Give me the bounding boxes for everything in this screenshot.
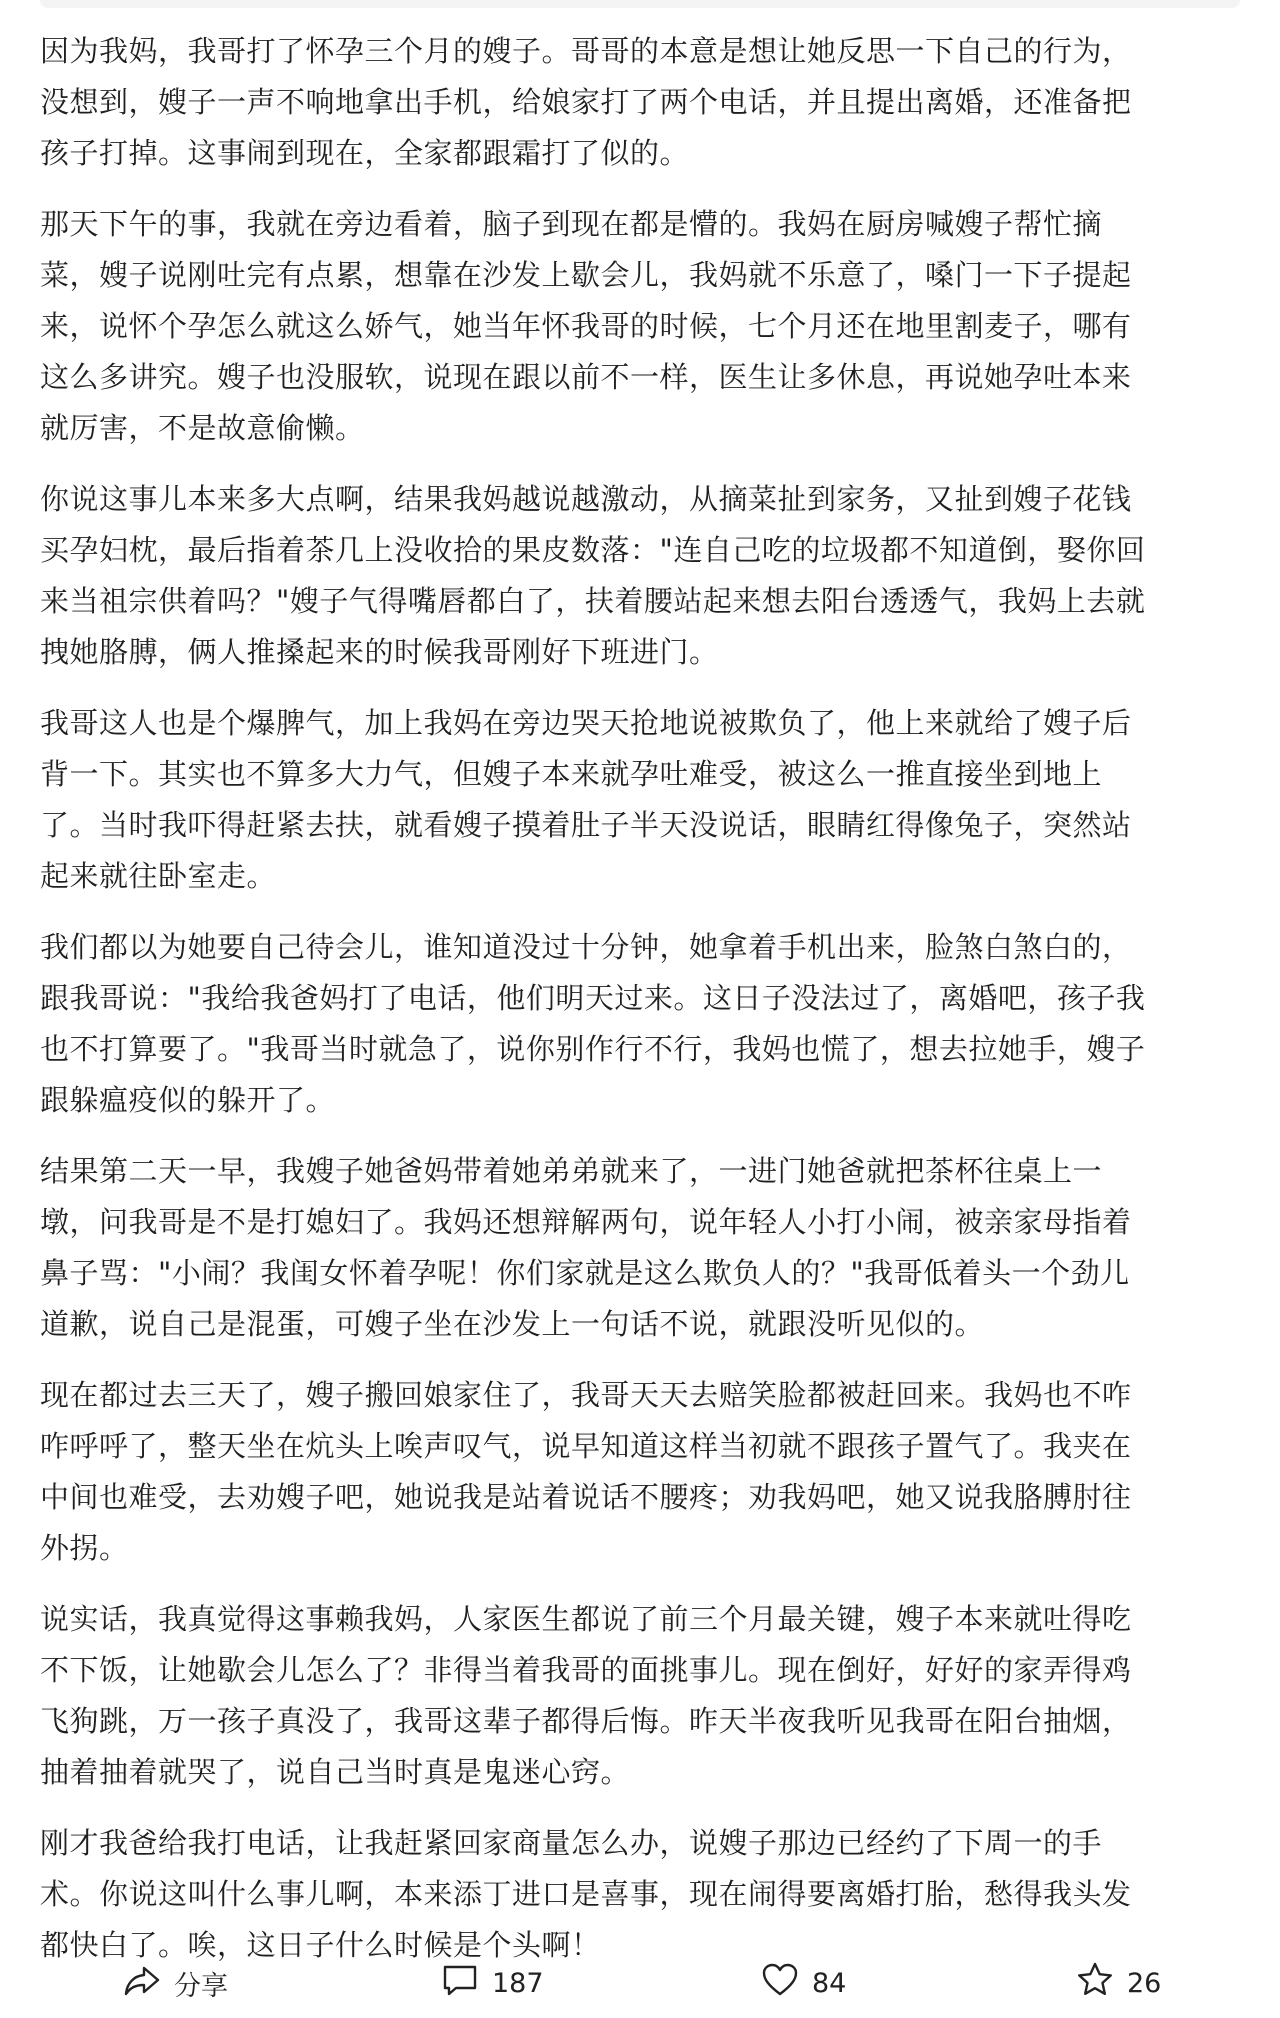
share-button[interactable] bbox=[122, 1955, 228, 2011]
comment-icon bbox=[440, 1960, 480, 2007]
post-paragraph-2: 那天下午的事，我就在旁边看着，脑子到现在都是懵的。我妈在厨房喊嫂子帮忙摘 菜，嫂子说刚吐完有点累，想靠在沙发上歇会儿，我妈就不乐意了，嗓门一下子提起 来，说怀个孕怎么就这么娇气，她当年怀我哥的时候，七个月还在地里割麦子，哪有 这么多讲究。嫂子也没服软，说现在跟以前不一样，医生让多休息，再说她孕吐本来 就厉害，不是故意偷懒。 bbox=[40, 207, 1132, 445]
post-paragraph-6: 结果第二天一早，我嫂子她爸妈带着她弟弟就来了，一进门她爸就把茶杯往桌上一 墩，问我哥是不是打媳妇了。我妈还想辩解两句，说年轻人小打小闹，被亲家母指着 鼻子骂："小闹？我闺女怀着孕呢！你们家就是这么欺负人的？"我哥低着头一个劲儿 道歉，说自己是混蛋，可嫂子坐在沙发上一句话不说，就跟没听见似的。 bbox=[40, 1154, 1132, 1341]
like-button[interactable] bbox=[760, 1955, 846, 2011]
post-content bbox=[40, 26, 1240, 1991]
favorite-count: 26 bbox=[1127, 1967, 1162, 1999]
post-paragraph-1: 因为我妈，我哥打了怀孕三个月的嫂子。哥哥的本意是想让她反思一下自己的行为， 没想到，嫂子一声不响地拿出手机，给娘家打了两个电话，并且提出离婚，还准备把 孩子打掉。这事闹到现在，全家都跟霜打了似的。 bbox=[40, 34, 1132, 170]
star-icon bbox=[1075, 1960, 1115, 2007]
comment-count: 187 bbox=[492, 1967, 544, 1999]
comment-button[interactable] bbox=[440, 1955, 544, 2011]
post-paragraph-7: 现在都过去三天了，嫂子搬回娘家住了，我哥天天去赔笑脸都被赶回来。我妈也不咋 咋呼呼了，整天坐在炕头上唉声叹气，说早知道这样当初就不跟孩子置气了。我夹在 中间也难受，去劝嫂子吧，她说我是站着说话不腰疼；劝我妈吧，她又说我胳膊肘往 外拐。 bbox=[40, 1378, 1132, 1565]
heart-icon bbox=[760, 1960, 800, 2007]
post-paragraph-8: 说实话，我真觉得这事赖我妈，人家医生都说了前三个月最关键，嫂子本来就吐得吃 不下饭，让她歇会儿怎么了？非得当着我哥的面挑事儿。现在倒好，好好的家弄得鸡 飞狗跳，万一孩子真没了，我哥这辈子都得后悔。昨天半夜我听见我哥在阳台抽烟， 抽着抽着就哭了，说自己当时真是鬼迷心窍。 bbox=[40, 1602, 1132, 1789]
post-action-bar bbox=[0, 1955, 1280, 2011]
post-paragraph-5: 我们都以为她要自己待会儿，谁知道没过十分钟，她拿着手机出来，脸煞白煞白的， 跟我哥说："我给我爸妈打了电话，他们明天过来。这日子没法过了，离婚吧，孩子我 也不打算要了。"我哥当时就急了，说你别作行不行，我妈也慌了，想去拉她手，嫂子 跟躲瘟疫似的躲开了。 bbox=[40, 930, 1146, 1117]
share-label: 分享 bbox=[174, 1970, 228, 2002]
post-paragraph-9: 刚才我爸给我打电话，让我赶紧回家商量怎么办，说嫂子那边已经约了下周一的手 术。你说这叫什么事儿啊，本来添丁进口是喜事，现在闹得要离婚打胎，愁得我头发 都快白了。唉，这日子什么时候是个头啊！ bbox=[40, 1826, 1132, 1962]
favorite-button[interactable] bbox=[1075, 1955, 1161, 2011]
like-count: 84 bbox=[812, 1967, 847, 1999]
post-paragraph-4: 我哥这人也是个爆脾气，加上我妈在旁边哭天抢地说被欺负了，他上来就给了嫂子后 背一下。其实也不算多大力气，但嫂子本来就孕吐难受，被这么一推直接坐到地上 了。当时我吓得赶紧去扶，就看嫂子摸着肚子半天没说话，眼睛红得像兔子，突然站 起来就往卧室走。 bbox=[40, 706, 1132, 893]
share-icon bbox=[122, 1960, 162, 2007]
post-paragraph-3: 你说这事儿本来多大点啊，结果我妈越说越激动，从摘菜扯到家务，又扯到嫂子花钱 买孕妇枕，最后指着茶几上没收拾的果皮数落："连自己吃的垃圾都不知道倒，娶你回 来当祖宗供着吗？"嫂子气得嘴唇都白了，扶着腰站起来想去阳台透透气，我妈上去就 拽她胳膊，俩人推搡起来的时候我哥刚好下班进门。 bbox=[40, 482, 1146, 669]
top-card-edge bbox=[40, 0, 1240, 8]
